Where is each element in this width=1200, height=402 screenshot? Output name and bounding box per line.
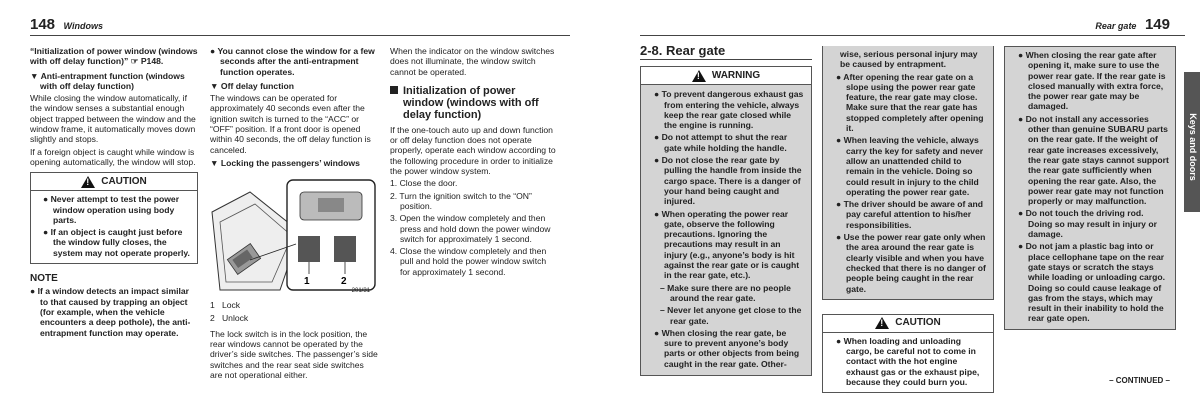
- paragraph: The lock switch is in the lock position, the rear windows cannot be operated by the driver’s side switches. The passenger’s side switches and the rear seat side switches are not operational either.: [210, 328, 378, 381]
- left-section-name: Windows: [63, 21, 103, 31]
- figure-legend: [210, 300, 378, 323]
- warning-triangle-icon: [692, 70, 706, 82]
- left-page-header: [30, 16, 103, 36]
- caution-box: [30, 172, 198, 264]
- subheading-locking-windows: ▼ Locking the passengers’ windows: [210, 157, 360, 168]
- left-page-number: 148: [30, 16, 56, 33]
- bullet-item: ● You cannot close the window for a few seconds after the anti-entrapment function operates.: [210, 46, 375, 77]
- dash-item: – Never let anyone get close to the rear gate.: [660, 305, 802, 326]
- warning-box: [640, 66, 812, 376]
- right-column-3: [1004, 46, 1176, 330]
- legend-item: 2 Unlock: [210, 312, 249, 323]
- warning-item: ● Do not touch the driving rod. Doing so may result in injury or damage.: [1018, 208, 1157, 240]
- caution-item: ● Never attempt to test the power window operation using body parts.: [43, 194, 180, 225]
- warning-item: ● The driver should be aware of and pay careful attention to his/her responsibilities.: [836, 199, 984, 230]
- warning-item: ● Do not attempt to shut the rear gate while holding the handle.: [654, 132, 788, 153]
- side-tab[interactable]: Keys and doors: [1184, 72, 1200, 212]
- left-column-1: [30, 46, 198, 340]
- warning-item: ● When closing the rear gate, be sure to prevent anyone’s body parts or other objects from being caught in the rear gate. Other-: [654, 327, 800, 369]
- warning-item: ● Do not close the rear gate by pulling the handle from inside the cargo space. There is a danger of your hand being caught and injured.: [654, 155, 802, 207]
- caution-item: ● If an object is caught just before the window fully closes, the system may not operate properly.: [43, 227, 190, 258]
- left-column-2: [210, 46, 378, 382]
- warning-item: ● Use the power rear gate only when the area around the rear gate is clearly visible and when you have checked that there is no danger of people being caught in the rear gate.: [836, 232, 986, 294]
- left-column-3: [390, 46, 558, 279]
- callout-1: 1: [304, 276, 310, 288]
- right-column-2: [822, 46, 994, 393]
- warning-box-continued: [822, 46, 994, 300]
- paragraph: While closing the window automatically, if the window senses a substantial enough object trapped between the window and the window frame, it automatically moves down slightly and stops.: [30, 93, 196, 145]
- warning-header: ! WARNING: [641, 67, 811, 85]
- legend-item: 1 Lock: [210, 300, 241, 311]
- warning-item: ● Do not jam a plastic bag into or place cellophane tape on the rear gate stays or scratch the stays while loading or unloading cargo. Doing so could cause leakage of gas from the stays, which may result in their inability to hold the rear gate open.: [1018, 241, 1166, 324]
- paragraph: If the one-touch auto up and down function or off delay function does not operate properly, operate each window according to the following procedure in order to initialize the power window system.: [390, 124, 556, 177]
- callout-2: 2: [341, 276, 347, 288]
- section-title-rear-gate: 2-8. Rear gate: [640, 46, 812, 60]
- right-column-1: [640, 43, 812, 376]
- step: 4. Close the window completely and then pull and hold the power window switch for approximately 1 second.: [390, 246, 547, 277]
- caution-header: ! CAUTION: [31, 173, 197, 191]
- paragraph: The windows can be operated for approximately 40 seconds even after the ignition switch is turned to the “ACC” or “OFF” position. If a front door is opened within 40 seconds, the off delay function is canceled.: [210, 93, 371, 155]
- warning-triangle-icon: [81, 176, 95, 188]
- caution-item: ● When loading and unloading cargo, be careful not to come in contact with the hot engine exhaust gas or the exhaust pipe, because they could burn you.: [836, 335, 980, 388]
- warning-box-continued: [1004, 46, 1176, 330]
- warning-triangle-icon: [875, 317, 889, 329]
- left-page: [0, 0, 590, 402]
- section-title-initialization: Initialization of power window (windows with off delay function): [390, 85, 558, 121]
- figure-code: 201/31: [351, 287, 370, 294]
- right-section-name: Rear gate: [1095, 21, 1137, 31]
- step: 3. Open the window completely and then press and hold down the power window switch for approximately 1 second.: [390, 213, 551, 244]
- warning-continuation: wise, serious personal injury may be caused by entrapment.: [840, 49, 978, 70]
- note-item: ● If a window detects an impact similar to that caused by trapping an object (for example, when the vehicle encounters a deep pothole), the anti-entrapment function may operate.: [30, 286, 191, 338]
- paragraph: If a foreign object is caught while window is opening automatically, the window will stop.: [30, 146, 196, 167]
- right-page-number: 149: [1144, 16, 1170, 33]
- note-title: NOTE: [30, 273, 58, 285]
- warning-item: ● When closing the rear gate after opening it, make sure to use the power rear gate. If the rear gate is closed manually with extra force, the power rear gate may be damaged.: [1018, 50, 1166, 112]
- right-page: [610, 0, 1200, 402]
- subheading-off-delay: ▼ Off delay function: [210, 80, 294, 91]
- warning-item: ● Do not install any accessories other than genuine SUBARU parts on the rear gate. If the weight of rear gate increases excessively, the rear gate stays cannot support the rear gate sufficiently when opening the rear gate. Also, the power rear gate may not function properly or may malfunction.: [1018, 113, 1169, 207]
- square-bullet-icon: [390, 86, 398, 94]
- dash-item: – Make sure there are no people around the rear gate.: [660, 282, 791, 303]
- warning-item: ● After opening the rear gate on a slope using the power rear gate feature, the rear gate may close. Make sure that the rear gate has stopped completely after opening it.: [836, 71, 984, 134]
- step: 2. Turn the ignition switch to the “ON” position.: [390, 190, 532, 211]
- warning-item: ● When operating the power rear gate, observe the following precautions. Ignoring the precautions may result in an injury (e.g., anyone’s body is hit against the rear gate or is caught in the rear gate, etc.).: [654, 208, 800, 281]
- caution-box: [822, 314, 994, 393]
- step: 1. Close the door.: [390, 178, 458, 189]
- cross-reference[interactable]: “Initialization of power window (windows with off delay function)” ☞ P148.: [30, 46, 198, 67]
- caution-header: ! CAUTION: [823, 315, 993, 333]
- continued-label: – CONTINUED –: [1109, 376, 1170, 385]
- paragraph: When the indicator on the window switches does not illuminate, the window switch cannot be operated.: [390, 46, 555, 77]
- warning-item: ● To prevent dangerous exhaust gas from entering the vehicle, always keep the rear gate closed while the engine is running.: [654, 89, 804, 131]
- subheading-anti-entrapment: ▼ Anti-entrapment function (windows with off delay function): [30, 70, 185, 91]
- lock-switch-figure: [210, 172, 378, 294]
- right-page-header: [1095, 16, 1170, 36]
- window-switch-illustration: [210, 172, 378, 294]
- warning-item: ● When leaving the vehicle, always carry the key for safety and never allow an unattended child to remain in the vehicle. Doing so could result in injury to the child operating the power rear gate.: [836, 135, 984, 197]
